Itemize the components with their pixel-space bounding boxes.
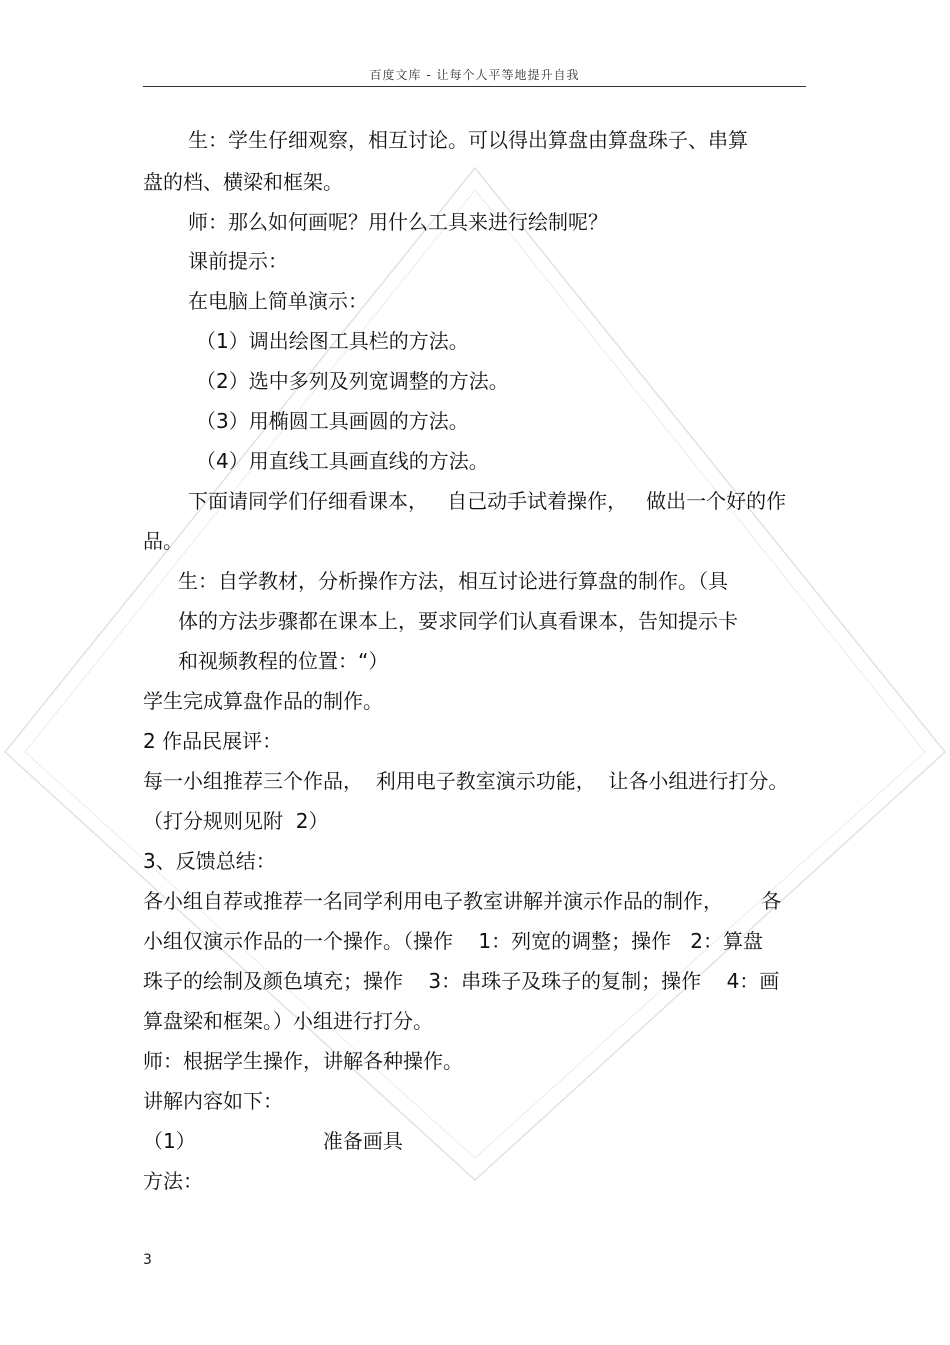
text-line: 3、反馈总结： — [143, 849, 276, 873]
text-line: 小组仅演示作品的一个操作。（操作 1：列宽的调整；操作 2：算盘 — [143, 929, 763, 953]
text-line: 珠子的绘制及颜色填充；操作 3：串珠子及珠子的复制；操作 4：画 — [143, 969, 780, 993]
text-line: （1）调出绘图工具栏的方法。 — [196, 329, 469, 353]
text-line: 生：学生仔细观察，相互讨论。可以得出算盘由算盘珠子、串算 — [188, 128, 748, 152]
text-line: 下面请同学们仔细看课本， 自己动手试着操作， 做出一个好的作 — [188, 489, 787, 513]
page-header: 百度文库 - 让每个人平等地提升自我 — [369, 68, 580, 82]
text-line: （4）用直线工具画直线的方法。 — [196, 449, 489, 473]
text-line: 讲解内容如下： — [143, 1089, 283, 1113]
text-line: （3）用椭圆工具画圆的方法。 — [196, 409, 469, 433]
text-line: 体的方法步骤都在课本上，要求同学们认真看课本，告知提示卡 — [178, 609, 738, 633]
text-line: 每一小组推荐三个作品， 利用电子教室演示功能， 让各小组进行打分。 — [143, 769, 789, 793]
text-line: 和视频教程的位置：“） — [178, 649, 389, 673]
text-line: 生：自学教材，分析操作方法，相互讨论进行算盘的制作。（具 — [178, 569, 728, 593]
header-rule — [143, 86, 806, 87]
text-line: （打分规则见附 2） — [143, 809, 329, 833]
text-line: 算盘梁和框架。）小组进行打分。 — [143, 1009, 433, 1033]
text-line: 师：根据学生操作，讲解各种操作。 — [143, 1049, 463, 1073]
text-line: 2 作品民展评： — [143, 729, 283, 753]
text-line: 师：那么如何画呢？用什么工具来进行绘制呢？ — [188, 210, 608, 234]
text-line: （2）选中多列及列宽调整的方法。 — [196, 369, 509, 393]
text-line: 学生完成算盘作品的制作。 — [143, 689, 383, 713]
text-line: （1） 准备画具 — [143, 1129, 403, 1153]
page-number: 3 — [143, 1252, 152, 1268]
text-line: 课前提示： — [188, 249, 288, 273]
text-line: 在电脑上简单演示： — [188, 289, 368, 313]
text-line: 各小组自荐或推荐一名同学利用电子教室讲解并演示作品的制作， 各 — [143, 889, 782, 913]
text-line: 品。 — [143, 529, 183, 553]
text-line: 盘的档、横梁和框架。 — [143, 170, 343, 194]
text-line: 方法： — [143, 1169, 203, 1193]
